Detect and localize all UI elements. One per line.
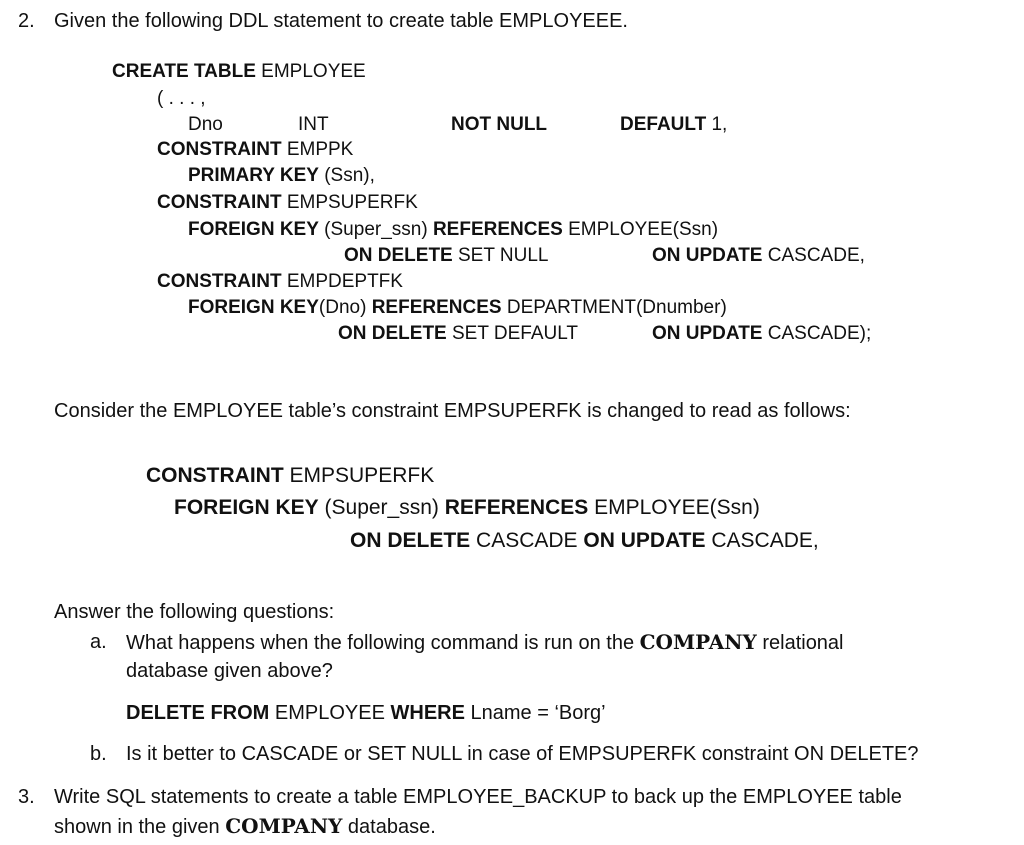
question-a-line1: What happens when the following command is run on the COMPANY relational — [126, 630, 844, 654]
ddl-line: ( . . . , — [157, 88, 206, 109]
ddl-column-type: INT — [298, 114, 329, 135]
paragraph: Consider the EMPLOYEE table’s constraint EMPSUPERFK is changed to read as follows: — [54, 400, 851, 422]
question-3-line1: Write SQL statements to create a table EMPLOYEE_BACKUP to back up the EMPLOYEE table — [54, 786, 902, 808]
question-a-line2: database given above? — [126, 660, 333, 682]
question-number: 3. — [18, 786, 35, 808]
question-number: 2. — [18, 10, 35, 32]
ddl-default: DEFAULT 1, — [620, 114, 728, 135]
ddl-on-update: ON UPDATE CASCADE); — [652, 323, 872, 344]
ddl-line: FOREIGN KEY(Dno) REFERENCES DEPARTMENT(Dnumber) — [188, 297, 727, 318]
list-marker: b. — [90, 743, 107, 765]
ddl-on-delete: ON DELETE SET NULL — [344, 245, 549, 266]
ddl-line: FOREIGN KEY (Super_ssn) REFERENCES EMPLOYEE(Ssn) — [188, 219, 719, 240]
ddl-line: CONSTRAINT EMPPK — [157, 139, 354, 160]
ddl-on-delete: ON DELETE SET DEFAULT — [338, 323, 579, 344]
ddl-line: CONSTRAINT EMPSUPERFK — [157, 192, 418, 213]
ddl-line: CREATE TABLE EMPLOYEE — [112, 61, 366, 82]
ddl-line: FOREIGN KEY (Super_ssn) REFERENCES EMPLOYEE(Ssn) — [174, 496, 760, 519]
question-3-line2: shown in the given COMPANY database. — [54, 814, 436, 838]
ddl-line: PRIMARY KEY (Ssn), — [188, 165, 375, 186]
list-marker: a. — [90, 631, 107, 653]
ddl-line: ON DELETE CASCADE ON UPDATE CASCADE, — [350, 529, 819, 552]
answer-intro: Answer the following questions: — [54, 601, 335, 623]
ddl-line: CONSTRAINT EMPSUPERFK — [146, 464, 435, 487]
ddl-not-null: NOT NULL — [451, 114, 548, 135]
sql-command: DELETE FROM EMPLOYEE WHERE Lname = ‘Borg’ — [126, 702, 606, 724]
question-b: Is it better to CASCADE or SET NULL in case of EMPSUPERFK constraint ON DELETE? — [126, 743, 919, 765]
ddl-column-name: Dno — [188, 114, 223, 135]
question-text: Given the following DDL statement to create table EMPLOYEEE. — [54, 10, 628, 32]
ddl-on-update: ON UPDATE CASCADE, — [652, 245, 865, 266]
ddl-line: CONSTRAINT EMPDEPTFK — [157, 271, 403, 292]
